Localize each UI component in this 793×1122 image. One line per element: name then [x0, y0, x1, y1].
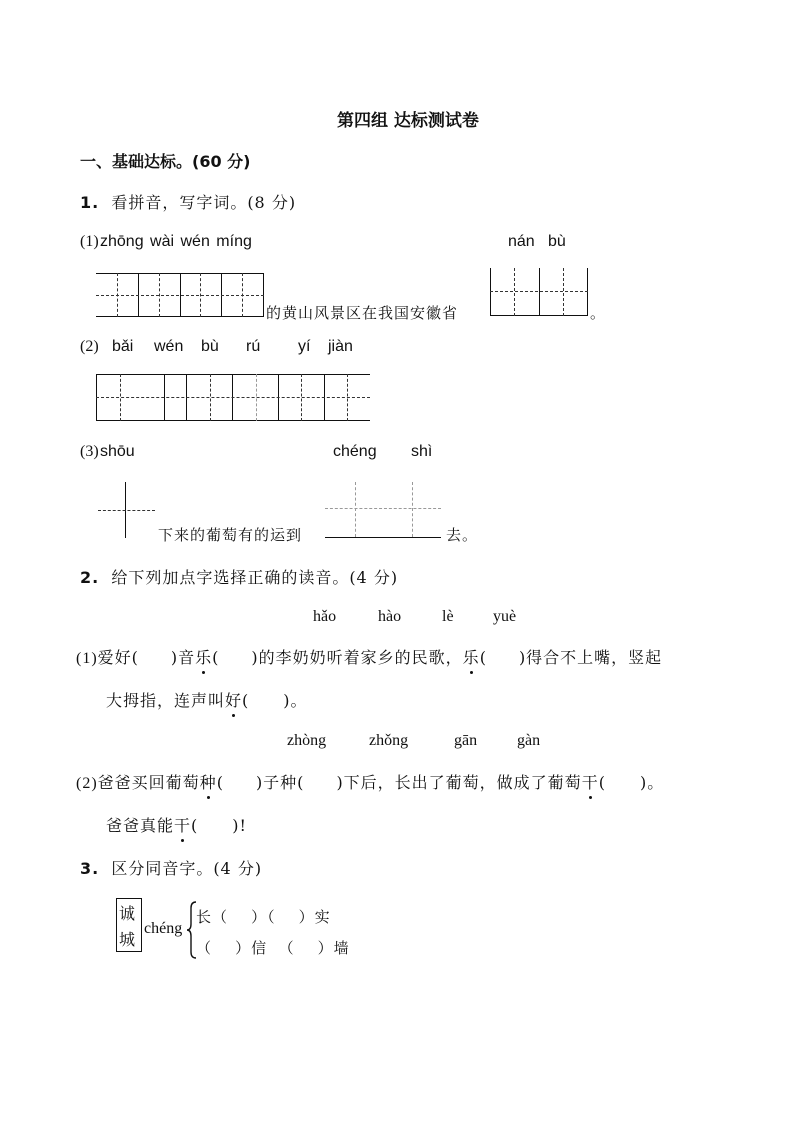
- pinyin-syllable: bǎi: [112, 338, 134, 355]
- dotted-char: 种: [200, 770, 217, 793]
- punctuation: 。: [590, 304, 607, 322]
- sentence-part: )下后，长出了葡萄，做成了葡萄: [336, 773, 582, 792]
- grid-line: [120, 374, 121, 421]
- sentence-part: (: [598, 773, 606, 792]
- item-label: (2): [80, 338, 99, 355]
- dotted-char: 干: [582, 770, 599, 793]
- grid-line: [96, 397, 370, 398]
- sentence-part: )得合不上嘴，竖起: [518, 648, 663, 667]
- grid-line: [490, 291, 588, 292]
- grid-line: [96, 295, 264, 296]
- item-label: (1): [76, 650, 98, 667]
- sentence-part: (: [479, 648, 487, 667]
- grid-line: [210, 374, 211, 421]
- pinyin-option: hǎo: [313, 608, 337, 625]
- sentence-text: 去。: [446, 526, 479, 544]
- sentence-part: )的李奶奶听着家乡的民歌，: [251, 648, 463, 667]
- sentence-part: (: [216, 773, 224, 792]
- answer-row[interactable]: （ ）信 （ ）墙: [196, 939, 350, 957]
- section-heading: 一、基础达标。(60 分): [80, 152, 251, 171]
- box-char: 诚: [119, 904, 136, 923]
- sentence-text: 下来的葡萄有的运到: [158, 526, 303, 544]
- sentence-part: 爸爸真能: [106, 816, 175, 835]
- pinyin-syllable: wén: [154, 338, 184, 355]
- grid-line: [539, 268, 540, 316]
- item-label: (1): [80, 233, 99, 250]
- question-3: [80, 856, 262, 879]
- pinyin-syllable: rú: [246, 338, 261, 355]
- sentence-1: [76, 645, 662, 668]
- answer-row[interactable]: 长（ ）（ ）实: [196, 908, 331, 926]
- grid-line: [242, 273, 243, 317]
- sentence-part: (: [212, 648, 220, 667]
- pinyin-text: shōu: [100, 443, 135, 460]
- pinyin-option: lè: [442, 608, 454, 625]
- question-prompt: 看拼音，写字词。(8 分): [111, 193, 297, 212]
- grid-line: [412, 482, 413, 537]
- sentence-part: )子种(: [255, 773, 305, 792]
- sentence-part: 爸爸买回葡萄: [97, 773, 200, 792]
- pinyin-syllable: bù: [201, 338, 219, 355]
- pinyin-option: zhǒng: [369, 732, 409, 749]
- sentence-2: [76, 770, 664, 793]
- dotted-char: 乐: [195, 645, 212, 668]
- pinyin-text: chéng: [144, 920, 183, 937]
- grid-line: [96, 420, 370, 421]
- pinyin-option: hào: [378, 608, 402, 625]
- sentence-part: 爱好(: [97, 648, 139, 667]
- question-prompt: 区分同音字。(4 分): [111, 859, 263, 878]
- pinyin-text: zhōng wài wén míng: [100, 233, 252, 250]
- dotted-char: 好: [225, 688, 242, 711]
- grid-line: [301, 374, 302, 421]
- grid-line: [514, 268, 515, 316]
- grid-line: [325, 508, 441, 509]
- grid-line: [325, 537, 441, 538]
- pinyin-option: gān: [454, 732, 478, 749]
- sentence-part: 大拇指，连声叫: [106, 691, 226, 710]
- sentence-part: )。: [639, 773, 665, 792]
- pinyin-option: yuè: [493, 608, 517, 625]
- sentence-part: )。: [283, 691, 308, 710]
- sentence-2-line-2: [106, 813, 247, 836]
- sentence-part: )!: [232, 816, 247, 835]
- box-char: 城: [119, 930, 136, 949]
- grid-line: [117, 273, 118, 317]
- grid-line: [490, 268, 491, 316]
- sentence-part: (: [191, 816, 199, 835]
- grid-line: [96, 374, 370, 375]
- grid-line: [98, 510, 155, 511]
- grid-line: [587, 268, 588, 316]
- sentence-text: 的黄山风景区在我国安徽省: [266, 304, 459, 322]
- pinyin-text: nán bù: [508, 233, 566, 250]
- question-number: 1.: [80, 193, 100, 212]
- pinyin-option: zhòng: [287, 732, 327, 749]
- pinyin-option: gàn: [517, 732, 541, 749]
- pinyin-text: shì: [411, 443, 433, 460]
- question-prompt: 给下列加点字选择正确的读音。(4 分): [111, 568, 399, 587]
- item-label: (3): [80, 443, 99, 460]
- grid-line: [200, 273, 201, 317]
- question-number: 3.: [80, 859, 100, 878]
- question-2: [80, 565, 398, 588]
- grid-line: [563, 268, 564, 316]
- sentence-1-line-2: [106, 688, 308, 711]
- grid-line: [490, 315, 588, 316]
- grid-line: [256, 374, 257, 421]
- pinyin-syllable: jiàn: [328, 338, 353, 355]
- grid-line: [355, 482, 356, 537]
- pinyin-syllable: yí: [298, 338, 311, 355]
- sentence-part: (: [242, 691, 250, 710]
- sentence-part: )音: [170, 648, 196, 667]
- dotted-char: 干: [174, 813, 191, 836]
- dotted-char: 乐: [463, 645, 480, 668]
- grid-line: [347, 374, 348, 421]
- page-title: 第四组 达标测试卷: [337, 111, 479, 131]
- grid-line: [159, 273, 160, 317]
- question-1: [80, 190, 296, 213]
- char-box: [116, 898, 142, 952]
- pinyin-text: chéng: [333, 443, 377, 460]
- item-label: (2): [76, 775, 98, 792]
- question-number: 2.: [80, 568, 100, 587]
